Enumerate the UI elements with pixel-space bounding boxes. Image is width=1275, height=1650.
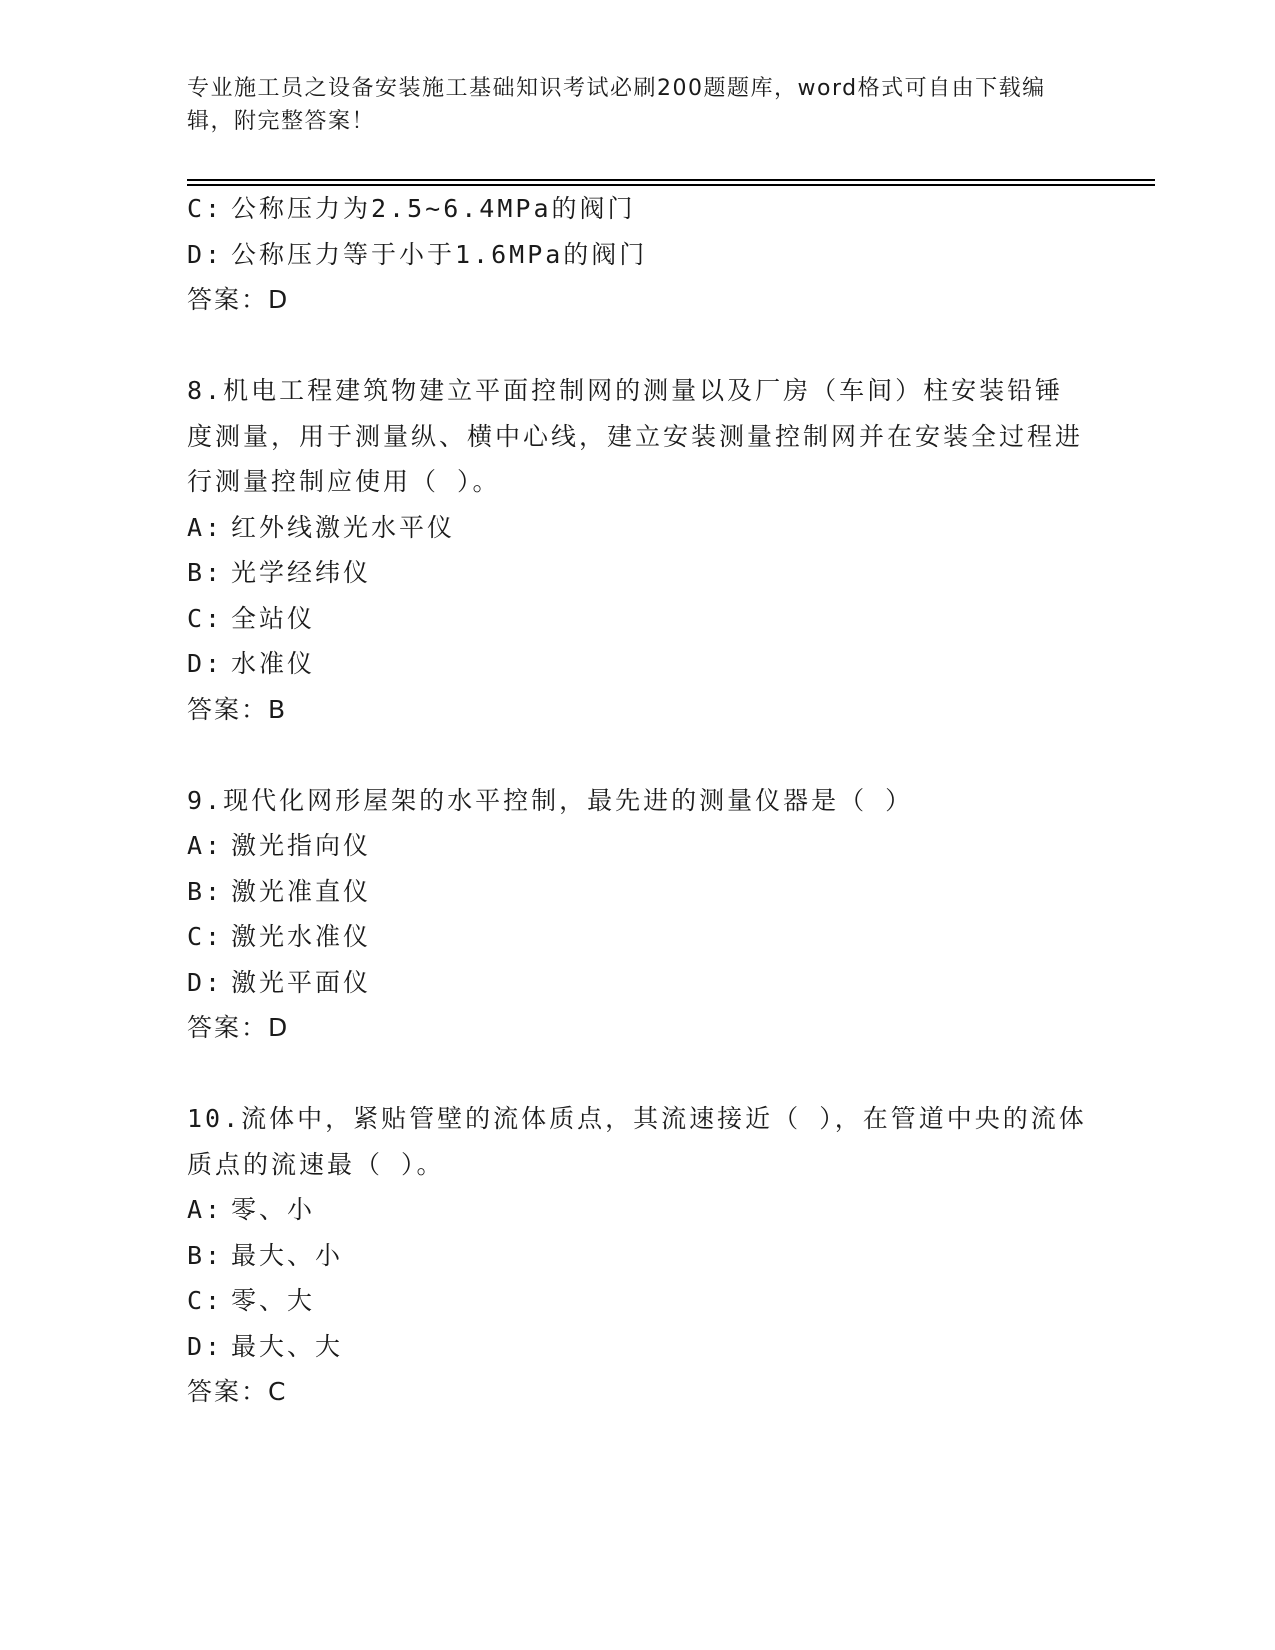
spacer [187, 1051, 1087, 1097]
option-b [187, 550, 1087, 596]
option-key: D: [187, 649, 224, 678]
option-key: D: [187, 239, 224, 269]
option-text: 零、小 [231, 1195, 316, 1224]
option-a [187, 1187, 1087, 1233]
option-text: 激光平面仪 [231, 967, 372, 997]
question-8 [187, 368, 1087, 732]
option-c [187, 914, 1087, 960]
answer-line: 答案：D [187, 285, 290, 314]
option-text: 光学经纬仪 [231, 558, 372, 587]
document-header: 专业施工员之设备安装施工基础知识考试必刷200题题库，word格式可自由下载编辑，附完整答案！ [187, 76, 1046, 134]
question-text: 10.流体中，紧贴管壁的流体质点，其流速接近（ ），在管道中央的流体质点的流速最（ ）。 [187, 1104, 1087, 1179]
option-c [187, 1278, 1087, 1324]
option-key: B: [187, 558, 224, 587]
option-key: C: [187, 1286, 224, 1315]
option-c [187, 596, 1087, 642]
option-text: 激光水准仪 [231, 922, 372, 951]
question-9 [187, 778, 1087, 1051]
option-text: 公称压力等于小于1.6MPa的阀门 [231, 239, 648, 269]
option-key: A: [187, 1195, 224, 1224]
option-key: D: [187, 967, 224, 997]
option-key: D: [187, 1331, 224, 1361]
option-text: 激光准直仪 [231, 876, 372, 906]
option-b [187, 1233, 1087, 1279]
option-text: 公称压力为2.5~6.4MPa的阀门 [231, 194, 636, 223]
document-body [187, 186, 1087, 1415]
option-d [187, 232, 1087, 278]
option-key: B: [187, 876, 224, 906]
option-text: 水准仪 [231, 649, 316, 678]
option-key: C: [187, 922, 224, 951]
option-key: A: [187, 512, 224, 542]
answer-line: 答案：D [187, 1013, 290, 1042]
answer-line: 答案：B [187, 694, 288, 724]
header-rule-top [187, 179, 1155, 181]
option-d [187, 1324, 1087, 1370]
answer-line: 答案：C [187, 1377, 288, 1406]
option-key: C: [187, 194, 224, 223]
option-d [187, 960, 1087, 1006]
option-text: 全站仪 [231, 603, 316, 633]
option-d [187, 641, 1087, 687]
option-text: 红外线激光水平仪 [231, 512, 456, 542]
option-text: 最大、小 [231, 1240, 344, 1270]
option-text: 最大、大 [231, 1331, 344, 1361]
spacer [187, 323, 1087, 369]
spacer [187, 732, 1087, 778]
option-key: B: [187, 1240, 224, 1270]
option-text: 激光指向仪 [231, 831, 372, 860]
question-10 [187, 1096, 1087, 1415]
option-a [187, 823, 1087, 869]
option-c [187, 186, 1087, 232]
option-a [187, 505, 1087, 551]
option-text: 零、大 [231, 1286, 316, 1315]
option-b [187, 869, 1087, 915]
question-7-partial [187, 186, 1087, 323]
option-key: A: [187, 831, 224, 860]
option-key: C: [187, 603, 224, 633]
question-text: 9.现代化网形屋架的水平控制，最先进的测量仪器是（ ） [187, 785, 914, 815]
question-text: 8.机电工程建筑物建立平面控制网的测量以及厂房（车间）柱安装铅锤度测量，用于测量纵、横中心线，建立安装测量控制网并在安装全过程进行测量控制应使用（ ）。 [187, 376, 1084, 496]
